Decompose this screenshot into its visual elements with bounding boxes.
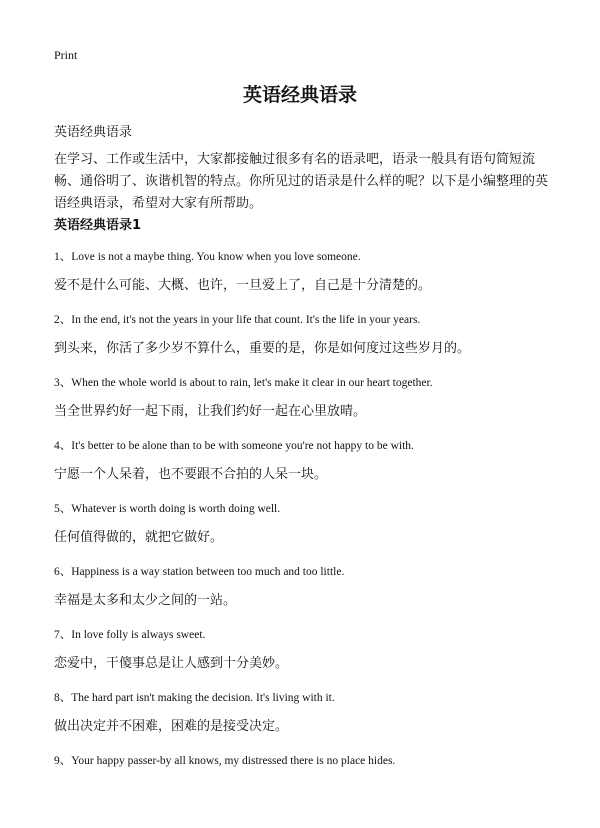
quote-english: 9、Your happy passer-by all knows, my distressed there is no place hides.: [54, 755, 396, 767]
quote-item: [54, 565, 574, 628]
quote-chinese: 宁愿一个人呆着，也不要跟不合拍的人呆一块。: [54, 467, 328, 482]
quote-chinese: 做出决定并不困难，困难的是接受决定。: [54, 719, 289, 734]
subtitle: 英语经典语录: [54, 125, 133, 140]
quote-english: 8、The hard part isn't making the decision. It's living with it.: [54, 692, 335, 704]
quote-chinese: 任何值得做的，就把它做好。: [54, 530, 224, 545]
quote-item: [54, 313, 574, 376]
quote-english: 5、Whatever is worth doing is worth doing well.: [54, 503, 281, 515]
quote-english: 6、Happiness is a way station between too much and too little.: [54, 566, 345, 578]
quote-chinese: 当全世界约好一起下雨，让我们约好一起在心里放晴。: [54, 404, 367, 419]
quote-list: [54, 250, 574, 817]
quote-item: [54, 250, 574, 313]
section-heading: 英语经典语录1: [54, 218, 142, 233]
quote-item: [54, 502, 574, 565]
quote-item: [54, 691, 574, 754]
quote-english: 4、It's better to be alone than to be with someone you're not happy to be with.: [54, 440, 414, 452]
quote-english: 1、Love is not a maybe thing. You know when you love someone.: [54, 251, 361, 263]
quote-item: [54, 439, 574, 502]
page-title: 英语经典语录: [242, 84, 357, 106]
quote-item: [54, 628, 574, 691]
quote-english: 2、In the end, it's not the years in your life that count. It's the life in your years.: [54, 314, 421, 326]
print-label[interactable]: Print: [54, 48, 78, 62]
quote-chinese: 幸福是太多和太少之间的一站。: [54, 593, 237, 608]
quote-item: [54, 376, 574, 439]
quote-chinese: 爱不是什么可能、大概、也许，一旦爱上了，自己是十分清楚的。: [54, 278, 432, 293]
quote-chinese: 到头来，你活了多少岁不算什么，重要的是，你是如何度过这些岁月的。: [54, 341, 471, 356]
quote-chinese: 恋爱中，干傻事总是让人感到十分美妙。: [54, 656, 289, 671]
quote-english: 3、When the whole world is about to rain, let's make it clear in our heart together.: [54, 377, 433, 389]
quote-item: [54, 754, 574, 817]
quote-english: 7、In love folly is always sweet.: [54, 629, 206, 641]
intro-paragraph: 在学习、工作或生活中，大家都接触过很多有名的语录吧，语录一般具有语句简短流畅、通俗明了、诙谐机智的特点。你所见过的语录是什么样的呢？以下是小编整理的英语经典语录，希望对大家有所帮助。: [54, 152, 549, 211]
